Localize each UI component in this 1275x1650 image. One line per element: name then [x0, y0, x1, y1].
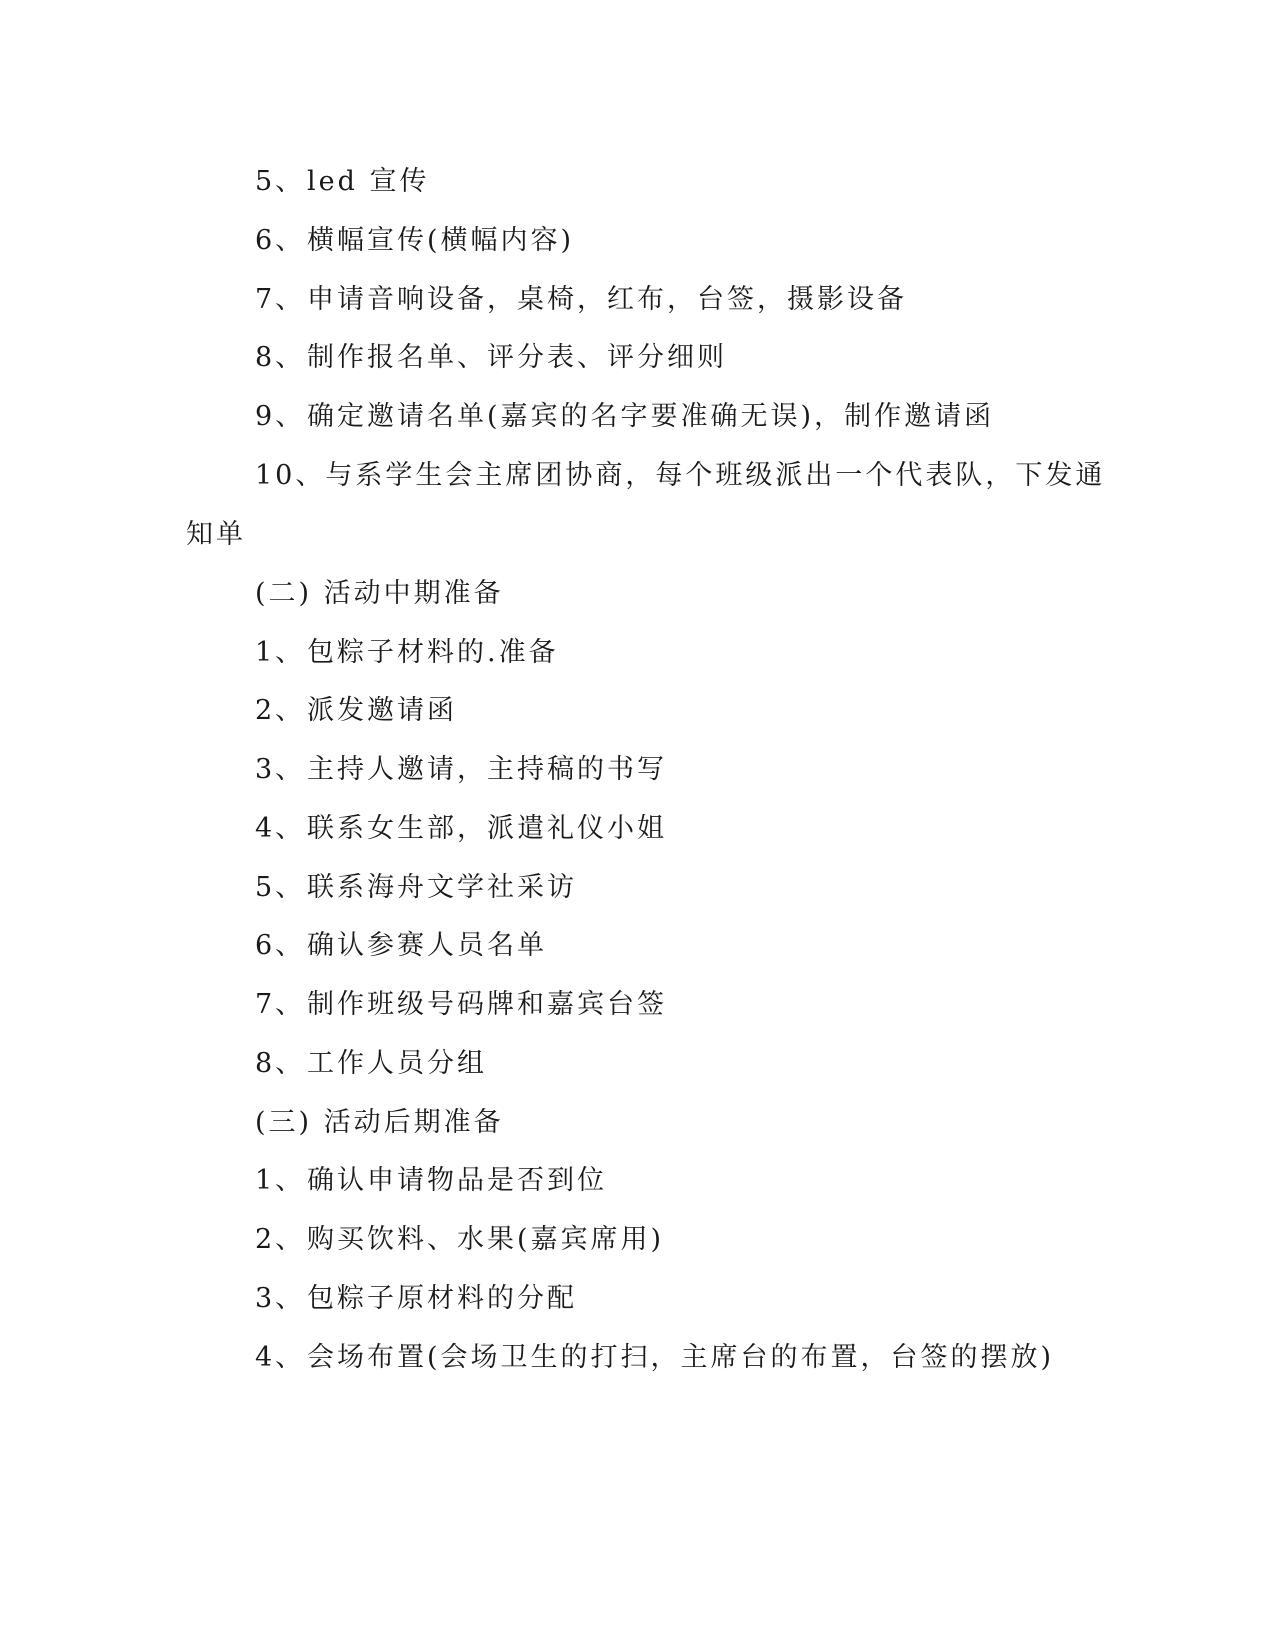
item-number: 9、 — [255, 401, 306, 432]
item-text: 购买饮料、水果(嘉宾席用) — [307, 1224, 665, 1255]
list-item — [255, 988, 667, 1022]
item-number: 2、 — [255, 1224, 306, 1255]
item-text: 知单 — [186, 519, 246, 550]
list-item — [255, 400, 994, 434]
item-number: 10、 — [255, 460, 326, 491]
list-item — [255, 341, 727, 375]
item-number: 6、 — [255, 930, 306, 961]
list-item — [255, 165, 429, 199]
list-item — [255, 1282, 577, 1316]
item-number: 8、 — [255, 342, 306, 373]
item-text: 制作报名单、评分表、评分细则 — [307, 342, 727, 373]
item-text: 申请音响设备，桌椅，红布，台签，摄影设备 — [307, 284, 907, 315]
item-number: 1、 — [255, 637, 306, 668]
section-heading-text: (二) 活动中期准备 — [255, 578, 504, 609]
item-number: 2、 — [255, 695, 306, 726]
list-item — [255, 1164, 607, 1198]
item-number: 5、 — [255, 872, 306, 903]
item-text: 派发邀请函 — [307, 695, 457, 726]
list-item — [255, 1341, 1054, 1375]
section-heading — [255, 1106, 504, 1140]
item-number: 3、 — [255, 754, 306, 785]
item-text: 确认参赛人员名单 — [307, 930, 547, 961]
item-text: 制作班级号码牌和嘉宾台签 — [307, 989, 667, 1020]
list-item — [255, 812, 667, 846]
item-text: 确定邀请名单(嘉宾的名字要准确无误)，制作邀请函 — [307, 401, 995, 432]
item-number: 7、 — [255, 284, 306, 315]
section-heading-text: (三) 活动后期准备 — [255, 1107, 504, 1138]
list-item — [255, 753, 667, 787]
item-text: 与系学生会主席团协商，每个班级派出一个代表队，下发通 — [325, 460, 1106, 491]
item-number: 8、 — [255, 1048, 306, 1079]
item-number: 4、 — [255, 1342, 306, 1373]
list-item — [255, 636, 559, 670]
list-item — [255, 871, 577, 905]
section-heading — [255, 577, 504, 611]
item-text: led 宣传 — [307, 166, 430, 197]
list-item — [255, 1047, 487, 1081]
item-number: 3、 — [255, 1283, 306, 1314]
item-text: 包粽子原材料的分配 — [307, 1283, 577, 1314]
item-number: 4、 — [255, 813, 306, 844]
item-text: 会场布置(会场卫生的打扫，主席台的布置，台签的摆放) — [307, 1342, 1055, 1373]
item-text: 联系海舟文学社采访 — [307, 872, 577, 903]
item-number: 7、 — [255, 989, 306, 1020]
list-item-continuation — [186, 518, 246, 552]
list-item — [255, 1223, 664, 1257]
list-item — [255, 283, 907, 317]
list-item — [255, 929, 547, 963]
list-item — [255, 694, 457, 728]
item-number: 6、 — [255, 225, 306, 256]
item-number: 1、 — [255, 1165, 306, 1196]
item-text: 联系女生部，派遣礼仪小姐 — [307, 813, 667, 844]
list-item — [255, 224, 574, 258]
list-item — [255, 459, 1105, 493]
item-text: 横幅宣传(横幅内容) — [307, 225, 575, 256]
item-text: 确认申请物品是否到位 — [307, 1165, 607, 1196]
item-text: 工作人员分组 — [307, 1048, 487, 1079]
item-text: 包粽子材料的.准备 — [307, 637, 559, 668]
item-text: 主持人邀请，主持稿的书写 — [307, 754, 667, 785]
item-number: 5、 — [255, 166, 306, 197]
